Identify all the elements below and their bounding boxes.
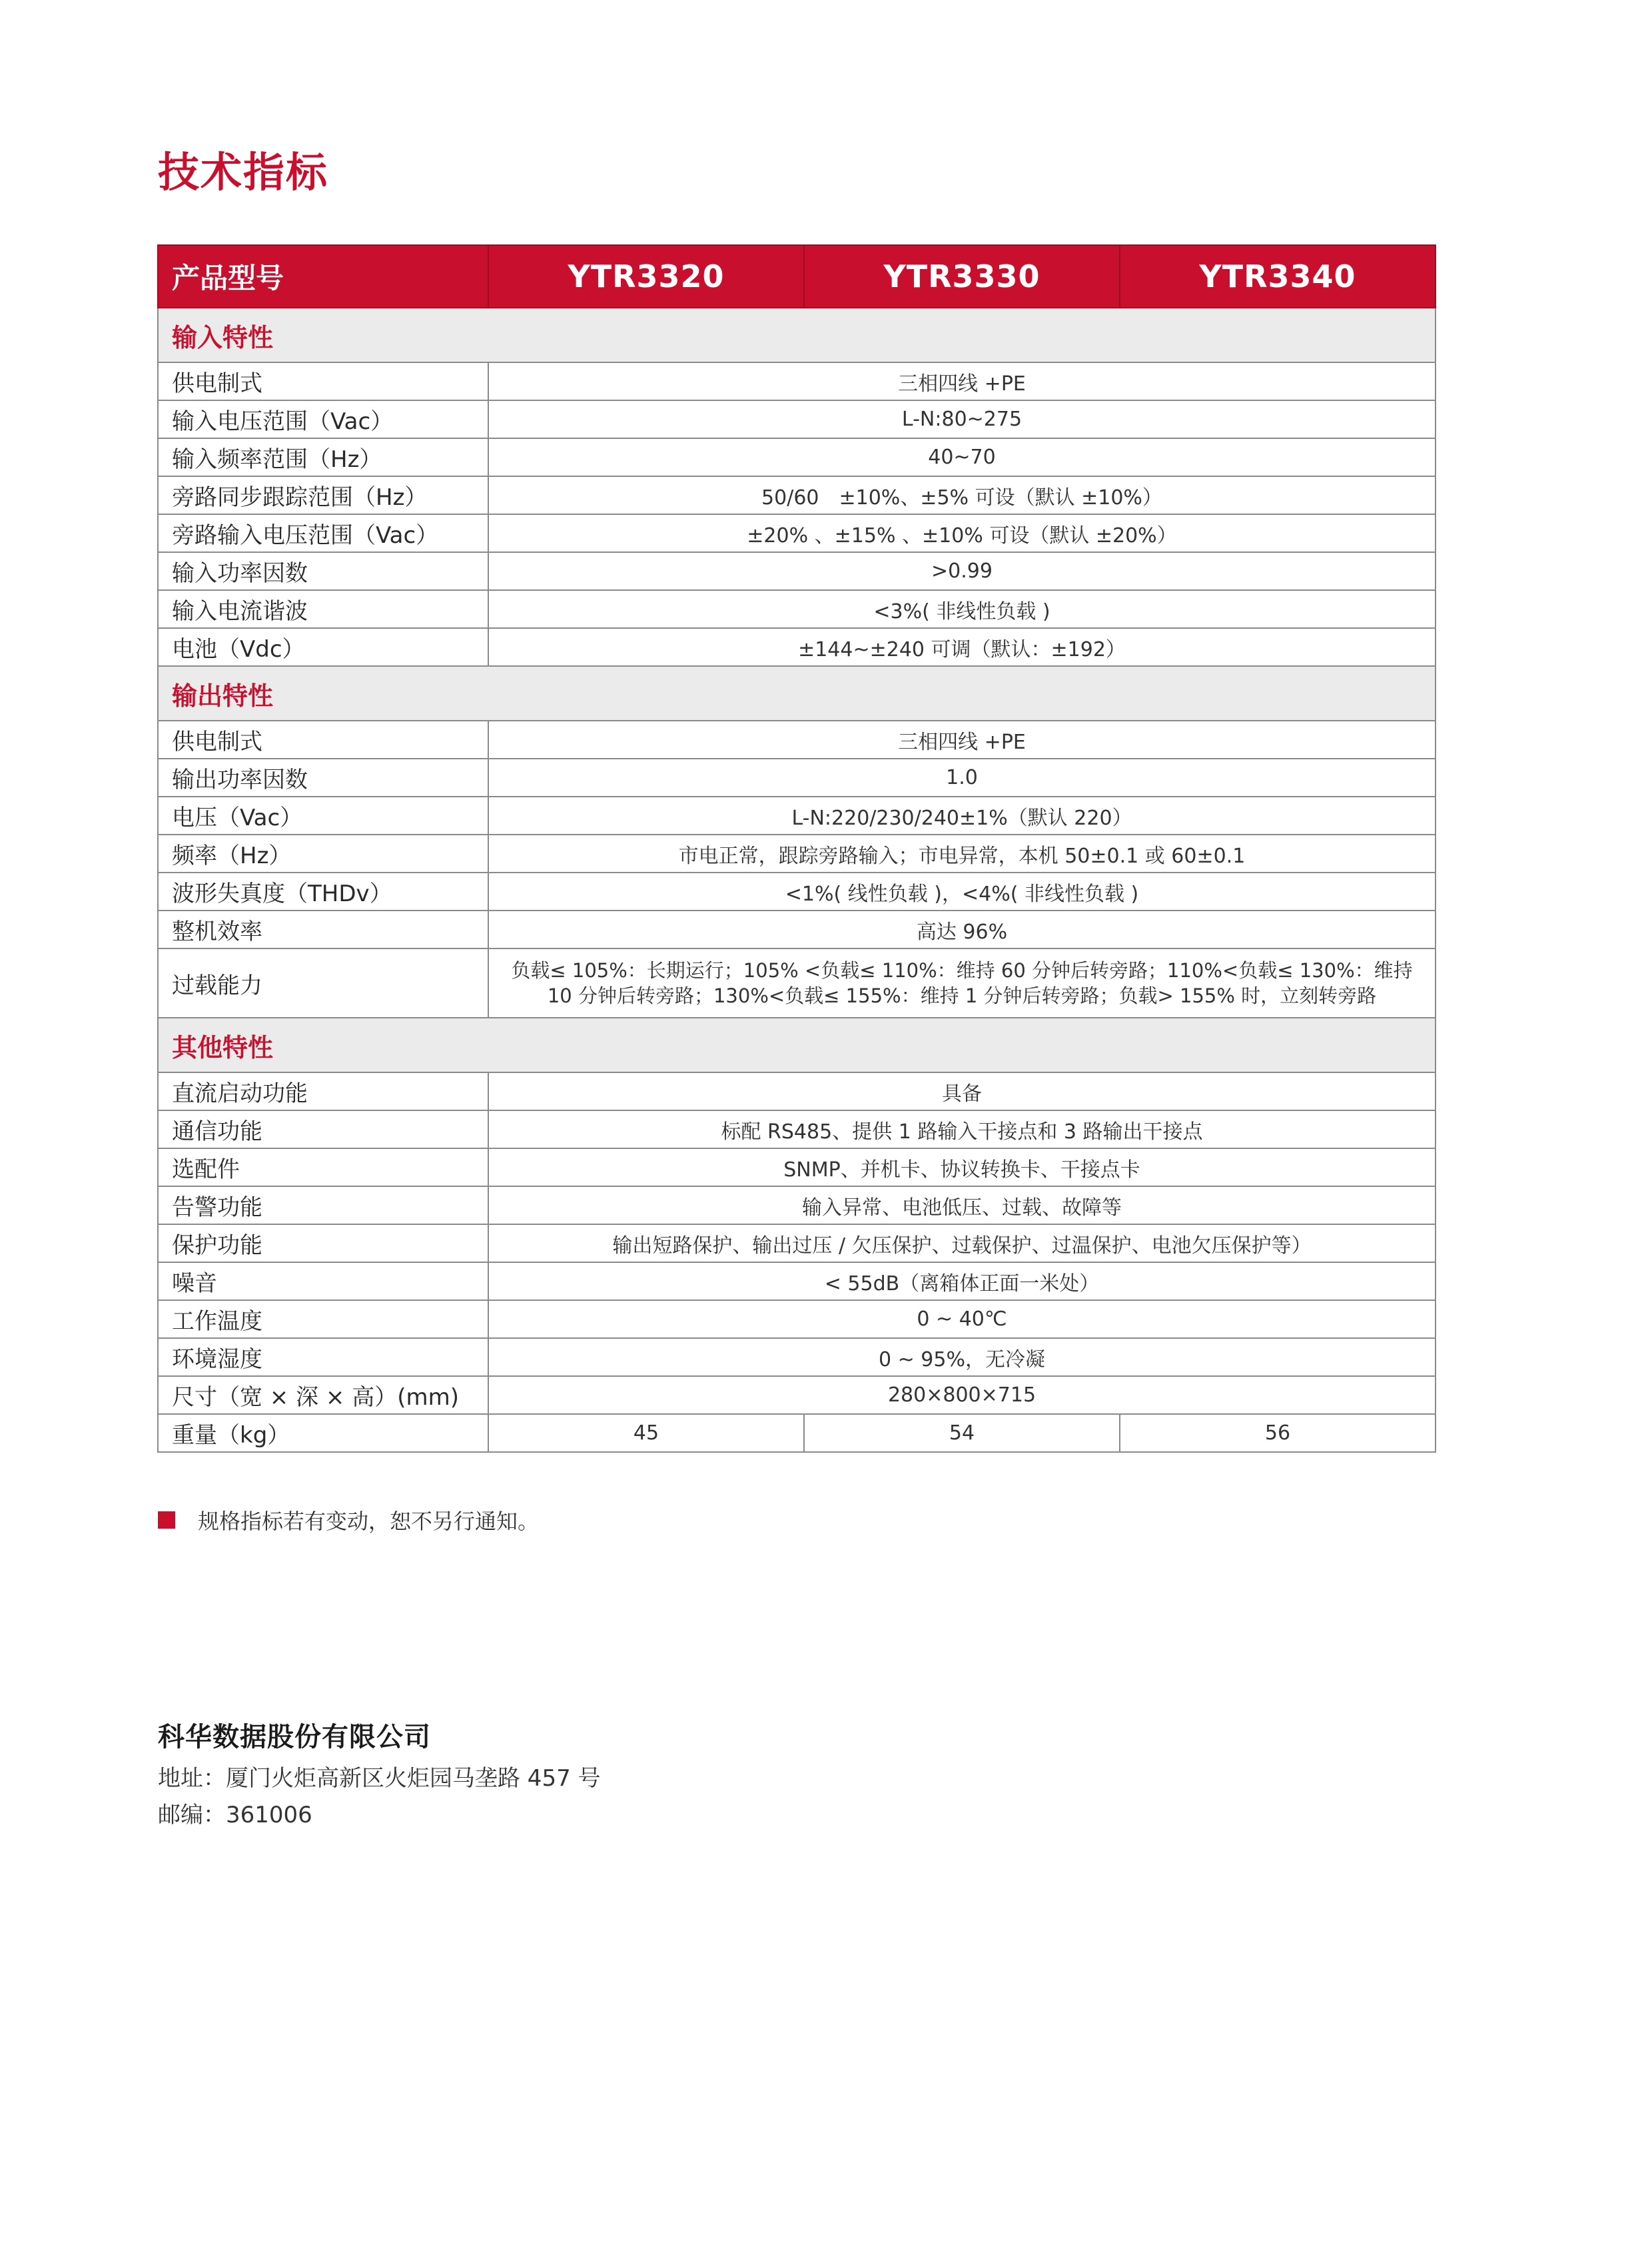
header-model-ytr3330: YTR3330 xyxy=(804,245,1120,308)
section-row xyxy=(158,308,1436,362)
row-value: 具备 xyxy=(488,1072,1436,1110)
row-value: SNMP、并机卡、协议转换卡、干接点卡 xyxy=(488,1148,1436,1186)
table-row xyxy=(158,835,1436,873)
table-row xyxy=(158,759,1436,797)
row-label: 输入频率范围（Hz） xyxy=(158,438,488,476)
row-label: 供电制式 xyxy=(158,362,488,400)
row-value: 输入异常、电池低压、过载、故障等 xyxy=(488,1186,1436,1224)
row-label: 告警功能 xyxy=(158,1186,488,1224)
row-label: 通信功能 xyxy=(158,1110,488,1148)
table-row xyxy=(158,1110,1436,1148)
table-row xyxy=(158,1262,1436,1300)
row-label: 输入电压范围（Vac） xyxy=(158,400,488,438)
overload-line-1: 负载≤ 105%：长期运行；105% <负载≤ 110%：维持 60 分钟后转旁路；110%<负载≤ 130%：维持 xyxy=(511,959,1413,982)
table-row xyxy=(158,873,1436,911)
row-label: 输入电流谐波 xyxy=(158,590,488,628)
row-label: 电压（Vac） xyxy=(158,797,488,835)
row-label: 过载能力 xyxy=(158,948,488,1018)
row-label: 环境湿度 xyxy=(158,1338,488,1376)
table-row xyxy=(158,1186,1436,1224)
red-square-bullet-icon xyxy=(158,1511,175,1529)
row-label: 旁路输入电压范围（Vac） xyxy=(158,514,488,552)
row-value: 1.0 xyxy=(488,759,1436,797)
row-label: 保护功能 xyxy=(158,1224,488,1262)
row-label: 噪音 xyxy=(158,1262,488,1300)
overload-line-2: 10 分钟后转旁路；130%<负载≤ 155%：维持 1 分钟后转旁路；负载> 155% 时，立刻转旁路 xyxy=(547,984,1377,1007)
row-label: 旁路同步跟踪范围（Hz） xyxy=(158,476,488,514)
page-title: 技术指标 xyxy=(158,148,329,196)
row-label: 供电制式 xyxy=(158,721,488,759)
row-value: 标配 RS485、提供 1 路输入干接点和 3 路输出干接点 xyxy=(488,1110,1436,1148)
company-address: 地址：厦门火炬高新区火炬园马垄路 457 号 xyxy=(158,1765,601,1792)
table-row xyxy=(158,628,1436,666)
table-row xyxy=(158,1224,1436,1262)
spec-table xyxy=(157,244,1436,1453)
table-row-overload xyxy=(158,948,1436,1018)
row-value: 三相四线 +PE xyxy=(488,362,1436,400)
weight-ytr3340: 56 xyxy=(1120,1414,1436,1452)
row-value: 市电正常，跟踪旁路输入；市电异常，本机 50±0.1 或 60±0.1 xyxy=(488,835,1436,873)
row-value: 280×800×715 xyxy=(488,1376,1436,1414)
row-value: 输出短路保护、输出过压 / 欠压保护、过载保护、过温保护、电池欠压保护等） xyxy=(488,1224,1436,1262)
table-row xyxy=(158,552,1436,590)
row-label: 输出功率因数 xyxy=(158,759,488,797)
section-row xyxy=(158,666,1436,721)
table-row xyxy=(158,1376,1436,1414)
table-row xyxy=(158,438,1436,476)
row-value: 0 ~ 40℃ xyxy=(488,1300,1436,1338)
row-value: 高达 96% xyxy=(488,911,1436,948)
row-value: ±144~±240 可调（默认：±192） xyxy=(488,628,1436,666)
row-value: L-N:220/230/240±1%（默认 220） xyxy=(488,797,1436,835)
table-row xyxy=(158,362,1436,400)
table-row xyxy=(158,721,1436,759)
section-title-other: 其他特性 xyxy=(158,1018,1436,1072)
weight-ytr3320: 45 xyxy=(488,1414,804,1452)
table-row xyxy=(158,911,1436,948)
row-label: 选配件 xyxy=(158,1148,488,1186)
table-row xyxy=(158,400,1436,438)
section-row xyxy=(158,1018,1436,1072)
row-value-overload xyxy=(488,948,1436,1018)
row-value: <1%( 线性负载 )，<4%( 非线性负载 ) xyxy=(488,873,1436,911)
row-label: 尺寸（宽 × 深 × 高）(mm) xyxy=(158,1376,488,1414)
table-row xyxy=(158,590,1436,628)
row-value: < 55dB（离箱体正面一米处） xyxy=(488,1262,1436,1300)
table-row xyxy=(158,1072,1436,1110)
row-label: 频率（Hz） xyxy=(158,835,488,873)
footnote xyxy=(158,1507,539,1533)
row-label: 工作温度 xyxy=(158,1300,488,1338)
section-title-output: 输出特性 xyxy=(158,666,1436,721)
table-row xyxy=(158,1148,1436,1186)
row-label: 直流启动功能 xyxy=(158,1072,488,1110)
row-value: ±20% 、±15% 、±10% 可设（默认 ±20%） xyxy=(488,514,1436,552)
row-value: L-N:80~275 xyxy=(488,400,1436,438)
table-row-weight xyxy=(158,1414,1436,1452)
table-row xyxy=(158,1338,1436,1376)
section-title-input: 输入特性 xyxy=(158,308,1436,362)
row-value: 0 ~ 95%，无冷凝 xyxy=(488,1338,1436,1376)
row-label: 重量（kg） xyxy=(158,1414,488,1452)
row-value: 50/60 ±10%、±5% 可设（默认 ±10%） xyxy=(488,476,1436,514)
footnote-text: 规格指标若有变动，恕不另行通知。 xyxy=(198,1509,540,1534)
header-model-ytr3340: YTR3340 xyxy=(1120,245,1436,308)
row-value: 40~70 xyxy=(488,438,1436,476)
row-label: 波形失真度（THDv） xyxy=(158,873,488,911)
row-label: 整机效率 xyxy=(158,911,488,948)
table-header-row xyxy=(158,245,1436,308)
table-row xyxy=(158,797,1436,835)
table-row xyxy=(158,476,1436,514)
row-value: >0.99 xyxy=(488,552,1436,590)
table-row xyxy=(158,1300,1436,1338)
table-row xyxy=(158,514,1436,552)
weight-ytr3330: 54 xyxy=(804,1414,1120,1452)
row-value: 三相四线 +PE xyxy=(488,721,1436,759)
company-name: 科华数据股份有限公司 xyxy=(158,1722,431,1752)
company-zipcode: 邮编：361006 xyxy=(158,1802,312,1828)
header-model-ytr3320: YTR3320 xyxy=(488,245,804,308)
row-value: <3%( 非线性负载 ) xyxy=(488,590,1436,628)
row-label: 电池（Vdc） xyxy=(158,628,488,666)
header-product-model: 产品型号 xyxy=(158,245,488,308)
row-label: 输入功率因数 xyxy=(158,552,488,590)
